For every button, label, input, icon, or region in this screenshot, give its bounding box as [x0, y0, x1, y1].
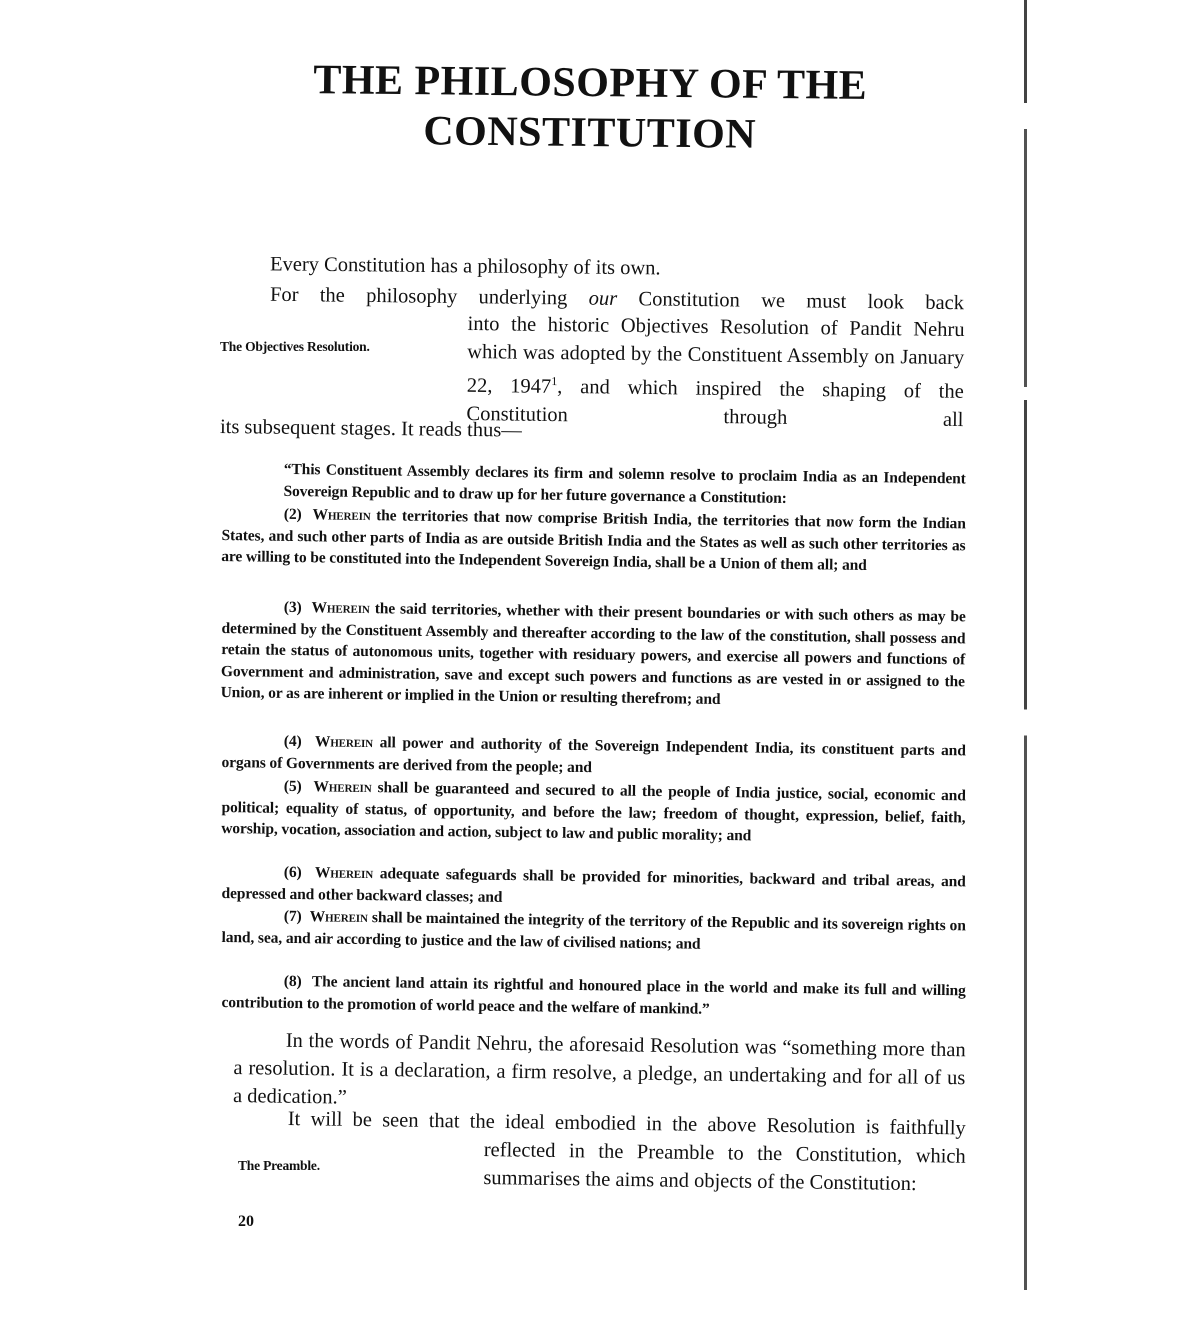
clause-8-body: [221, 970, 966, 1023]
clause-7-body: [221, 905, 966, 958]
intro-lead-end: Constitution we must look back: [617, 288, 965, 315]
clause-7-number: (7): [283, 907, 302, 926]
clause-2-keyword: Wherein: [312, 506, 371, 525]
resolution-intro: [221, 458, 966, 511]
resolution-clause-2: [221, 503, 966, 578]
clause-5-text: shall be guaranteed and secured to all the people of India justice, social, economic and political; equality of status, of opportunity, and before the law; freedom of thought, expression, belief, faith, worship, vocation, association and action, subject to law and public morality; and: [221, 779, 966, 845]
ideal-paragraph-lead: It will be seen that the ideal embodied in the above Resolution is faithfully: [287, 1107, 966, 1140]
clause-3-text: the said territories, whether with their present boundaries or with such others as may be determined by the Constituent Assembly and thereafter according to the law of the constitution, shall possess and retain the status of autonomous units, together with residuary powers, and exercise all powers and functions of Government and administration, save and except such powers and functions as are vested in or assigned to the Union, or as are inherent or implied in the Union or resulting therefrom; and: [220, 600, 966, 708]
resolution-clause-8: [221, 970, 966, 1023]
clause-5-number: (5): [283, 777, 302, 796]
clause-6-number: (6): [283, 863, 302, 882]
page-binding-edge: [1024, 0, 1027, 1290]
clause-4-text: all power and authority of the Sovereign Independent India, its constituent parts and organs of Governments are derived from the people; and: [221, 734, 966, 776]
clause-7-keyword: Wherein: [309, 908, 369, 927]
clause-6-keyword: Wherein: [314, 864, 374, 883]
intro-paragraph-2-tail: its subsequent stages. It reads thus—: [219, 415, 522, 442]
chapter-title: [289, 55, 890, 161]
clause-2-number: (2): [283, 505, 302, 524]
page-number: 20: [238, 1213, 254, 1230]
intro-indent-end: , and which inspired the shaping of the Constitution through all: [466, 375, 964, 431]
clause-3-body: [220, 596, 965, 714]
clause-5-keyword: Wherein: [313, 778, 372, 797]
clause-4-keyword: Wherein: [314, 733, 374, 752]
resolution-clause-7: [221, 905, 966, 958]
intro-lead-start: For the philosophy underlying: [269, 283, 589, 310]
clause-7-text: shall be maintained the integrity of the territory of the Republic and its sovereign rights on land, sea, and air according to justice and the law of civilised nations; and: [221, 909, 966, 953]
clause-2-body: [221, 503, 966, 578]
intro-paragraph-1: Every Constitution has a philosophy of its own.: [269, 253, 661, 280]
resolution-clause-3: [220, 596, 965, 714]
resolution-clause-5: [221, 775, 966, 850]
nehru-paragraph-text: In the words of Pandit Nehru, the aforesaid Resolution was “something more than a resolution. It is a declaration, a firm resolve, a pledge, an undertaking and for all of us a dedication.”: [232, 1029, 966, 1109]
resolution-clause-4: [221, 730, 966, 783]
clause-8-text: The ancient land attain its rightful and honoured place in the world and make its full and willing contribution to the promotion of world peace and the welfare of mankind.”: [221, 973, 966, 1018]
clause-4-number: (4): [283, 732, 302, 751]
clause-8-number: (8): [283, 972, 302, 991]
ideal-paragraph-indented: reflected in the Preamble to the Constitution, which summarises the aims and objects of the Constitution:: [483, 1138, 966, 1196]
chapter-title-line-1: THE PHILOSOPHY OF THE: [313, 57, 868, 109]
clause-2-text: the territories that now comprise British India, the territories that now form the Indian States, and such other parts of India as are outside British India and the States as well as such other territories as are willing to be constituted into the Independent Sovereign India, shall be a Union of them all; and: [221, 507, 966, 575]
clause-3-keyword: Wherein: [311, 599, 370, 618]
clause-6-text: adequate safeguards shall be provided for minorities, backward and tribal areas, and depressed and other backward classes; and: [221, 865, 966, 906]
margin-note-objectives: The Objectives Resolution.: [220, 339, 370, 354]
intro-lead-emphasis: our: [588, 287, 618, 311]
footnote-marker: 1: [551, 373, 558, 389]
margin-note-preamble: The Preamble.: [238, 1158, 320, 1173]
intro-indent-text: into the historic Objectives Resolution of Pandit Nehru which was adopted by the Constituent Assembly on January 22, 1947: [466, 312, 965, 398]
chapter-title-line-2: CONSTITUTION: [423, 108, 757, 158]
clause-5-body: [221, 775, 966, 850]
resolution-intro-text: “This Constituent Assembly declares its firm and solemn resolve to proclaim India as an Independent Sovereign Republic and to draw up for her future governance a Constitution:: [283, 460, 966, 507]
intro-paragraph-2-indented: [466, 310, 964, 434]
clause-3-number: (3): [283, 598, 302, 617]
clause-4-body: [221, 730, 966, 783]
